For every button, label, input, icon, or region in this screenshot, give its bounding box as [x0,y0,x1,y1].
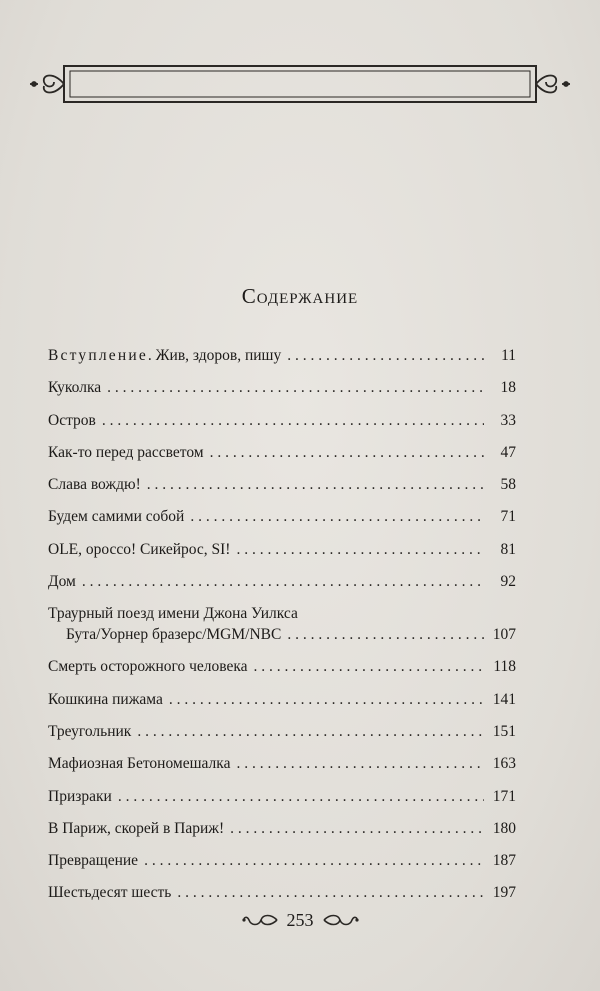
toc-entry-label: Треугольник [48,722,132,740]
dot-leader [287,625,484,645]
toc-entry [48,604,516,657]
toc-entry [48,443,516,475]
toc-page-number: 18 [500,379,516,397]
toc-entry-label: Дом [48,573,76,591]
toc-page-number: 118 [493,658,516,676]
toc-entry-label: Траурный поезд имени Джона Уилкса [48,605,298,623]
toc-entry [48,475,516,507]
toc-page-number: 71 [500,508,516,526]
toc-page-number: 171 [492,787,516,805]
toc-entry [48,690,516,722]
flourish-left-icon [241,912,279,928]
toc-page-number: 92 [500,573,516,591]
toc-entry [48,754,516,786]
toc-page-number: 107 [492,626,516,644]
toc-entry-label: Будем самими собой [48,508,185,526]
page-number: 253 [286,909,314,930]
toc-page-number: 197 [492,884,516,902]
toc-page-number: 81 [500,540,516,558]
ornamental-frame-header [28,62,572,106]
toc-entry [48,572,516,604]
toc-entry-prefix: Вступление [48,347,148,364]
toc-entry-continuation [48,625,516,645]
toc-entry-label: В Париж, скорей в Париж! [48,819,225,837]
toc-entry-label: Кошкина пижама [48,690,163,708]
dot-leader [236,754,484,774]
dot-leader [82,572,484,592]
toc-page-number: 187 [492,852,516,870]
dot-leader [107,378,484,398]
dot-leader [169,690,484,710]
toc-page-number: 151 [492,722,516,740]
toc-entry [48,657,516,689]
toc-page-number: 33 [500,411,516,429]
dot-leader [254,657,484,677]
toc-entry-label: Мафиозная Бетономешалка [48,755,231,773]
dot-leader [287,346,484,366]
page-footer [0,906,600,934]
toc-entry [48,346,516,378]
dot-leader [147,475,484,495]
toc-entry [48,722,516,754]
dot-leader [137,722,484,742]
dot-leader [230,819,484,839]
toc-entry [48,540,516,572]
dot-leader [144,851,484,871]
toc-page-number: 141 [492,690,516,708]
toc-page-number: 163 [492,755,516,773]
flourish-right-icon [322,912,360,928]
toc-entry [48,378,516,410]
toc-entry-label: Слава вождю! [48,476,141,494]
dot-leader [236,540,484,560]
toc-page-number: 47 [500,443,516,461]
dot-leader [190,507,484,527]
dot-leader [102,411,484,431]
toc-entry-label: Призраки [48,787,112,805]
toc-list [48,346,516,916]
toc-entry-label: OLE, оросcо! Сикейрос, SI! [48,540,231,558]
dot-leader [177,883,484,903]
toc-entry-label: Смерть осторожного человека [48,658,248,676]
toc-entry [48,411,516,443]
dot-leader [118,787,484,807]
toc-entry-label: Куколка [48,379,102,397]
toc-page-number: 180 [492,819,516,837]
toc-entry-label: Превращение [48,852,139,870]
dot-leader [210,443,484,463]
toc-entry-label: Вступление. Жив, здоров, пишу [48,347,282,364]
toc-page-number: 58 [500,476,516,494]
toc-page-number: 11 [501,347,516,364]
toc-entry [48,819,516,851]
toc-title: Содержание [241,284,359,308]
toc-entry-label: Шестьдесят шесть [48,884,172,902]
toc-entry-label: Остров [48,411,96,429]
toc-entry-label: Как-то перед рассветом [48,443,204,461]
toc-entry-label-continued: Бута/Уорнер бразерс/MGM/NBC [66,626,282,644]
toc-entry [48,851,516,883]
toc-entry [48,507,516,539]
toc-entry [48,787,516,819]
